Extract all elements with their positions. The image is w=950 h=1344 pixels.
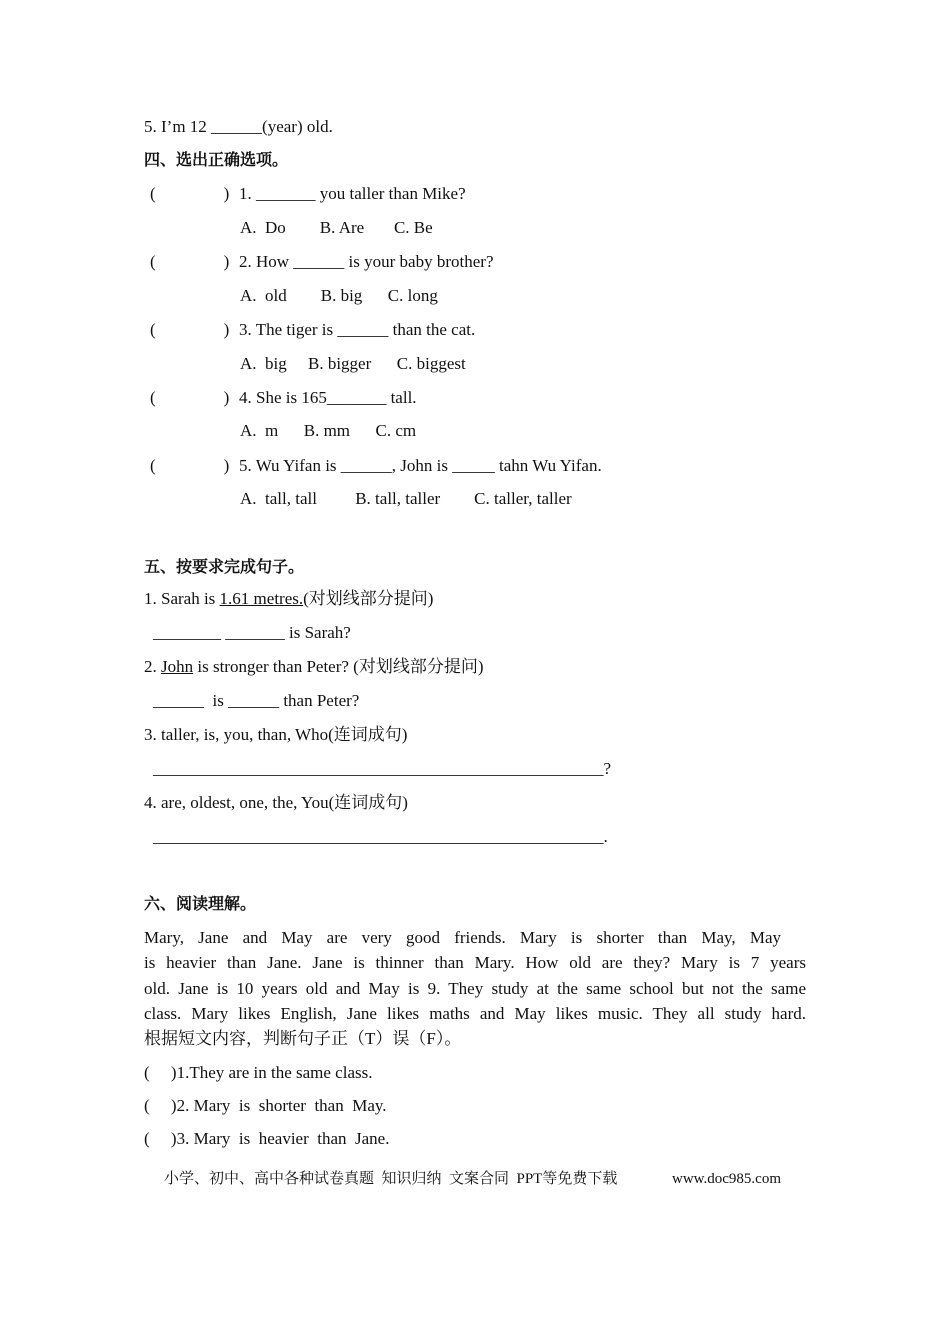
sentence-task-2: 2. John is stronger than Peter? (对划线部分提问) <box>144 657 484 676</box>
footer-ad-text: 小学、初中、高中各种试卷真题 知识归纳 文案合同 PPT等免费下载 <box>164 1171 618 1187</box>
sentence-task-1: 1. Sarah is 1.61 metres.(对划线部分提问) <box>144 589 434 608</box>
sentence-answer-4: _____________________________________________________. <box>153 827 608 846</box>
mc-bracket-3: ( ) <box>150 320 230 339</box>
underlined-part: 1.61 metres. <box>219 589 304 608</box>
tf-item-3: ( )3. Mary is heavier than Jane. <box>144 1129 390 1148</box>
mc-options-4: A. m B. mm C. cm <box>240 421 417 440</box>
mc-question-5: 5. Wu Yifan is ______, John is _____ tahn Wu Yifan. <box>239 456 602 475</box>
passage-line-2: is heavier than Jane. Jane is thinner than Mary. How old are they? Mary is 7 years <box>144 953 806 972</box>
footer-website: www.doc985.com <box>672 1171 782 1187</box>
mc-bracket-1: ( ) <box>150 184 230 203</box>
passage-line-4: class. Mary likes English, Jane likes maths and May likes music. They all study hard. <box>144 1004 806 1023</box>
mc-options-3: A. big B. bigger C. biggest <box>240 354 466 373</box>
section-6-heading: 六、阅读理解。 <box>144 894 257 913</box>
section-5-heading: 五、按要求完成句子。 <box>144 557 305 576</box>
tf-item-2: ( )2. Mary is shorter than May. <box>144 1096 387 1115</box>
sentence-answer-2: ______ is ______ than Peter? <box>153 691 360 710</box>
underlined-part: John <box>161 657 194 676</box>
mc-options-5: A. tall, tall B. tall, taller C. taller, taller <box>240 489 572 508</box>
passage-line-1: Mary, Jane and May are very good friends. Mary is shorter than May, May <box>144 928 781 947</box>
tf-item-1: ( )1.They are in the same class. <box>144 1063 373 1082</box>
mc-options-2: A. old B. big C. long <box>240 286 438 305</box>
sentence-answer-1: ________ _______ is Sarah? <box>153 623 351 642</box>
sentence-task-3: 3. taller, is, you, than, Who(连词成句) <box>144 725 408 744</box>
tf-instruction: 根据短文内容，判断句子正（T）误（F）。 <box>144 1029 462 1048</box>
mc-bracket-2: ( ) <box>150 252 230 271</box>
mc-question-4: 4. She is 165_______ tall. <box>239 388 417 407</box>
mc-bracket-4: ( ) <box>150 388 230 407</box>
mc-bracket-5: ( ) <box>150 456 230 475</box>
mc-question-2: 2. How ______ is your baby brother? <box>239 252 494 271</box>
section-4-heading: 四、选出正确选项。 <box>144 150 289 169</box>
mc-question-1: 1. _______ you taller than Mike? <box>239 184 466 203</box>
sentence-task-4: 4. are, oldest, one, the, You(连词成句) <box>144 793 408 812</box>
sentence-answer-3: _____________________________________________________? <box>153 759 612 778</box>
mc-question-3: 3. The tiger is ______ than the cat. <box>239 320 476 339</box>
mc-options-1: A. Do B. Are C. Be <box>240 218 433 237</box>
fill-blank-item-5: 5. I’m 12 ______(year) old. <box>144 117 333 136</box>
passage-line-3: old. Jane is 10 years old and May is 9. They study at the same school but not the same <box>144 979 806 998</box>
